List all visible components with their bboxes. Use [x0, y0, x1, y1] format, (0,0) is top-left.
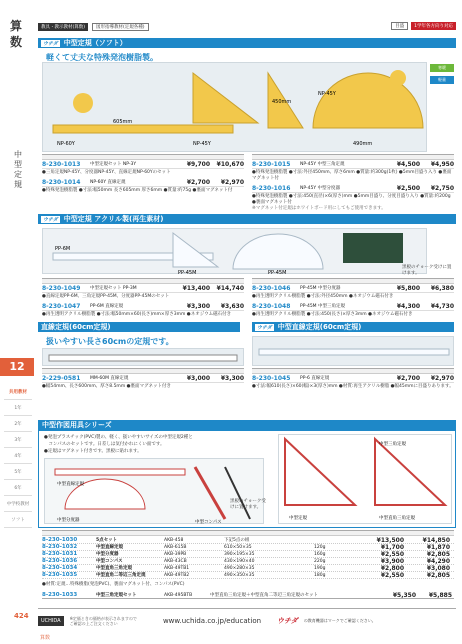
- product-name: 中型直角三角定規: [96, 566, 132, 571]
- photo-label: 中型分度器: [57, 518, 80, 523]
- product-code: 8-230-1047: [42, 302, 81, 310]
- subcategory-tag: 図形指導教材(定規各種): [92, 23, 149, 31]
- product-size: 490×280×35: [224, 565, 255, 571]
- section-title: 中型定規 アクリル製(再生素材): [63, 215, 164, 223]
- photo-label: PP-45M: [268, 270, 287, 275]
- product-name: PP-6 直線定規: [300, 376, 330, 381]
- price-tax: ¥14,740: [216, 284, 244, 292]
- photo-label: PP-45M: [178, 270, 197, 275]
- price: ¥1,700: [380, 543, 404, 551]
- product-code: 8-230-1015: [252, 160, 291, 168]
- product-name: NP-45Y 中型三角定規: [300, 162, 345, 167]
- category-tag: 教具・教示教材(算数): [38, 23, 88, 31]
- product-code: 8-230-1045: [252, 374, 291, 382]
- product-description: ●再生透明アクリル樹脂製 ●寸法:外径450mm ●ネオジウム磁石付き: [252, 294, 394, 299]
- price: ¥9,700: [186, 160, 210, 168]
- material-note: ●材質:定規…特殊樹脂(発泡PVC)、裏面マグネット付、コンパス(PVC): [42, 582, 185, 587]
- photo-label: 450mm: [272, 99, 292, 105]
- price: ¥2,550: [380, 550, 404, 558]
- product-photo: [42, 228, 427, 274]
- brand-logo: ウチダ: [257, 324, 272, 331]
- product-name: PP-45M 中型三角定規: [300, 304, 345, 309]
- product-note: 中型直角三角定規＋中型直角二等辺三角定規のセット: [210, 593, 318, 598]
- product-photo: [42, 62, 427, 152]
- section-title: 中型直線定規(60cm定規): [277, 323, 362, 331]
- photo-label: 605mm: [113, 119, 133, 125]
- brand-logo: ウチダ: [43, 216, 58, 223]
- price: ¥2,800: [380, 564, 404, 572]
- product-code: 8-230-1046: [252, 284, 291, 292]
- footer-brand: ウチダ: [277, 616, 298, 625]
- side-nav-item[interactable]: 共用教材: [4, 384, 32, 400]
- product-name: 5点セット: [96, 538, 118, 543]
- product-row[interactable]: [252, 160, 454, 169]
- price: ¥13,500: [376, 536, 404, 544]
- product-name: 中型三角定規セット: [96, 593, 137, 598]
- photo-label: 中型直角三角定規: [379, 516, 415, 521]
- product-size: 610×50×35: [224, 544, 252, 550]
- price-tax: ¥10,670: [216, 160, 244, 168]
- price-tax: ¥2,750: [430, 184, 454, 192]
- product-code: 8-230-1014: [42, 178, 81, 186]
- price: ¥2,700: [396, 374, 420, 382]
- footer-small-line: ご確認の上ご注文ください: [69, 620, 118, 626]
- product-weight: 160g: [314, 551, 326, 557]
- top-bar: [38, 22, 456, 32]
- price-tax: ¥3,630: [220, 302, 244, 310]
- price: ¥3,900: [380, 557, 404, 565]
- price-tax: ¥2,805: [426, 550, 450, 558]
- product-model: AKB-49TB2: [164, 572, 190, 578]
- product-name: MM-60M 直線定規: [90, 376, 129, 381]
- photo-label: 中型定規: [289, 516, 307, 521]
- price-tax: ¥6,380: [430, 284, 454, 292]
- footer-small-line: ※定価ときの価格が表示されますので: [69, 615, 137, 621]
- side-nav-item[interactable]: 5年: [4, 464, 32, 480]
- price: ¥4,300: [396, 302, 420, 310]
- product-weight: 180g: [314, 572, 326, 578]
- photo-label: NP-45Y: [318, 91, 336, 97]
- price: ¥2,550: [380, 571, 404, 579]
- bullet: コンパスのセットです。日差しは気付かれにくい面です。: [44, 442, 165, 447]
- product-photo: [44, 458, 264, 524]
- footer-label: 算数: [40, 635, 51, 641]
- product-name: 中型分度器: [96, 552, 119, 557]
- product-photo: [252, 336, 454, 366]
- product-model: AKB-43CB: [164, 558, 187, 564]
- product-code: 8-230-1016: [252, 184, 291, 192]
- footer-logo: UCHIDA: [38, 616, 64, 626]
- product-name: 中型コンパス: [96, 559, 123, 564]
- price-tax: ¥2,970: [220, 178, 244, 186]
- footer-note-small: [70, 616, 137, 626]
- product-code: 8-230-1030: [42, 537, 78, 543]
- photo-label: 中型コンパス: [195, 520, 222, 525]
- product-size: 490×350×35: [224, 572, 255, 578]
- product-model: AKB-458: [164, 537, 184, 543]
- bullet: ●発泡プラスチック(PVC)製の、軽く、扱いやすいサイズの中型定規2種と: [44, 435, 193, 440]
- price: ¥3,300: [186, 302, 210, 310]
- product-name: PP-45M 中型分度器: [300, 286, 341, 291]
- product-description: ●再生透明アクリル樹脂製 ●寸法:450(長さ)×厚さ3mm ●ネオジウム磁石付き: [252, 312, 413, 317]
- note: ※マグネット付定規はホワイトボード用にしてもご使用できます。: [252, 206, 386, 211]
- section-title: 中型作図用具シリーズ: [42, 421, 112, 429]
- price-tax: ¥3,080: [426, 564, 450, 572]
- product-row[interactable]: [252, 284, 454, 293]
- side-nav-item[interactable]: 1年: [4, 400, 32, 416]
- product-code: 8-230-1048: [252, 302, 291, 310]
- product-row[interactable]: [252, 374, 454, 383]
- product-size: 430×190×40: [224, 558, 255, 564]
- side-nav-item[interactable]: 2年: [4, 416, 32, 432]
- side-nav-item[interactable]: 3年: [4, 432, 32, 448]
- ruler-illustration: [253, 337, 455, 367]
- product-size: 390×195×35: [224, 551, 255, 557]
- section-header: [38, 214, 456, 224]
- section-header: [252, 322, 454, 332]
- photo-label: PP-6M: [55, 246, 71, 252]
- price-tax: ¥3,300: [220, 374, 244, 382]
- product-code: 8-230-1013: [42, 160, 81, 168]
- acrylic-rulers-illustration: [43, 229, 428, 275]
- photo-caption: 黒板のチョーク受けに置けます。: [402, 265, 452, 276]
- section-title: 直線定規(60cm定規): [41, 323, 111, 331]
- product-model: AKB-615B: [164, 544, 187, 550]
- price: ¥3,000: [186, 374, 210, 382]
- product-row[interactable]: [42, 284, 244, 293]
- product-row[interactable]: [42, 178, 244, 187]
- top-right: [391, 22, 456, 30]
- product-weight: 190g: [314, 565, 326, 571]
- price: ¥5,800: [396, 284, 420, 292]
- price: ¥2,700: [186, 178, 210, 186]
- product-description: ●特殊発泡樹脂製 ●寸法:幅50mm 長さ605mm 厚さ6mm ●質量:約75g ●裏面マグネット付: [42, 188, 233, 193]
- photo-caption: 黒板のチョーク受けに置けます。: [230, 499, 266, 510]
- side-nav-item[interactable]: 中学校教材: [4, 496, 32, 512]
- product-code: 8-230-1031: [42, 551, 78, 557]
- photo-label: 中型直線定規: [57, 482, 84, 487]
- product-description: ●直線定規PP-6M、三角定規PP-45M、分度器PP-45Mのセット: [42, 294, 170, 299]
- headline: 軽くて丈夫な特殊発泡樹脂製。: [46, 53, 158, 62]
- product-photo: [278, 434, 452, 524]
- product-code: 8-230-1034: [42, 565, 78, 571]
- price-tax: ¥2,805: [426, 571, 450, 579]
- product-row[interactable]: [252, 302, 454, 311]
- photo-label: 中型三角定規: [379, 442, 406, 447]
- section-header: [38, 420, 456, 430]
- product-code: 8-230-1032: [42, 544, 78, 550]
- product-code: 8-230-1035: [42, 572, 78, 578]
- price: ¥2,500: [396, 184, 420, 192]
- product-code: 8-230-1036: [42, 558, 78, 564]
- side-nav-item[interactable]: ソフト: [4, 512, 32, 528]
- product-name: 中型直線定規: [96, 545, 123, 550]
- grade-note: 1学年各方向り対応: [411, 22, 456, 30]
- product-model: AKB-39PB: [164, 551, 187, 557]
- feature-badge: 軽量: [430, 76, 454, 84]
- product-description: ●三角定規NP-45Y、分度器NP-45Y、直線定規NP-60Yのセット: [42, 170, 171, 175]
- left-column: [0, 0, 34, 644]
- price-tax: ¥4,290: [426, 557, 450, 565]
- brand-logo: ウチダ: [43, 40, 58, 47]
- price-tax: ¥2,970: [430, 374, 454, 382]
- product-name: 中型定規セット NP-3Y: [90, 162, 137, 167]
- rulers-illustration: [43, 63, 428, 153]
- ruler-illustration: [43, 349, 245, 367]
- product-name: 中型定規セット PP-3M: [90, 286, 137, 291]
- product-row[interactable]: [42, 592, 454, 599]
- feature-badge: 寒暖: [430, 64, 454, 72]
- product-weight: 220g: [314, 558, 326, 564]
- product-model: AKB-49TB1: [164, 565, 190, 571]
- product-code: 8-230-1033: [42, 592, 78, 598]
- product-name: 中型直角二等辺三角定規: [96, 573, 146, 578]
- price-tax: ¥5,885: [428, 591, 452, 599]
- page-number: 424: [14, 612, 29, 620]
- price-tax: ¥4,730: [430, 302, 454, 310]
- price-tax: ¥14,850: [422, 536, 450, 544]
- subject-label: 目盛: [391, 22, 408, 30]
- product-description: ●特殊発泡樹脂製 ●寸法:外径450mm、厚さ6mm ●質量:約300g(1枚) ●5mm目盛り入り ●裏面マグネット付: [252, 170, 452, 181]
- bullet: ●定規はマグネット付きです。黒板に貼れます。: [44, 449, 142, 454]
- subject-title: 算数: [10, 19, 23, 49]
- product-row[interactable]: [42, 160, 244, 169]
- side-nav-item[interactable]: 4年: [4, 448, 32, 464]
- product-name: PP-6M 直線定規: [90, 304, 124, 309]
- footer: [38, 608, 456, 632]
- product-code: 8-230-1049: [42, 284, 81, 292]
- product-row[interactable]: [42, 302, 244, 311]
- price: ¥5,350: [392, 591, 416, 599]
- product-row[interactable]: [42, 374, 244, 383]
- headline: 扱いやすい長さ60cmの定規です。: [46, 337, 174, 346]
- drawing-tools-illustration: [45, 459, 265, 525]
- product-size: 下記5点の組: [224, 538, 250, 543]
- feature-bullets: [44, 434, 274, 455]
- photo-label: NP-60Y: [57, 141, 75, 147]
- product-description: ●幅54mm、長さ600mm、厚さ8.5mm ●裏面マグネット付き: [42, 384, 172, 389]
- table-header: [42, 530, 454, 536]
- product-code: 2-229-0581: [42, 374, 81, 382]
- product-weight: 120g: [314, 544, 326, 550]
- product-name: NP-45Y 中型分度器: [300, 186, 341, 191]
- triangle-rulers-illustration: [279, 435, 453, 525]
- price: ¥13,400: [182, 284, 210, 292]
- side-nav: [4, 384, 32, 528]
- price-tax: ¥1,870: [426, 543, 450, 551]
- photo-label: 490mm: [353, 141, 373, 147]
- product-description: ●寸法:幅610(長さ)×60(幅)×3(厚さ)mm ●材質:再生アクリル樹脂 ●幅45mmに目盛りあります。: [252, 384, 454, 389]
- product-row[interactable]: [252, 184, 454, 193]
- category-title: 中型定規: [14, 150, 22, 189]
- chapter-tab[interactable]: 12: [0, 358, 34, 376]
- product-name: NP-60Y 直線定規: [90, 180, 126, 185]
- section-header: [38, 322, 240, 332]
- section-header: [38, 38, 456, 48]
- side-nav-item[interactable]: 6年: [4, 480, 32, 496]
- price-tax: ¥4,950: [430, 160, 454, 168]
- product-photo: [42, 348, 244, 366]
- product-model: AKB-495BTB: [164, 592, 193, 598]
- product-description: ●特殊発泡樹脂製 ●寸法:450(直径)×6(厚さ)mm ●5mm目盛り、分度目盛り入り ●質量:約200g ●裏面マグネット付: [252, 194, 451, 205]
- photo-label: NP-45Y: [193, 141, 211, 147]
- product-row[interactable]: [42, 572, 454, 579]
- price: ¥4,500: [396, 160, 420, 168]
- section-title: 中型定規（ソフト）: [63, 39, 127, 47]
- footer-note: の教育機器はマークでご確認ください。: [303, 617, 376, 623]
- footer-url[interactable]: www.uchida.co.jp/education: [162, 616, 262, 625]
- product-description: ●再生透明アクリル樹脂製 ●寸法:幅50mm×60(長さ)mm×厚さ3mm ●ネオジウム磁石付き: [42, 312, 232, 317]
